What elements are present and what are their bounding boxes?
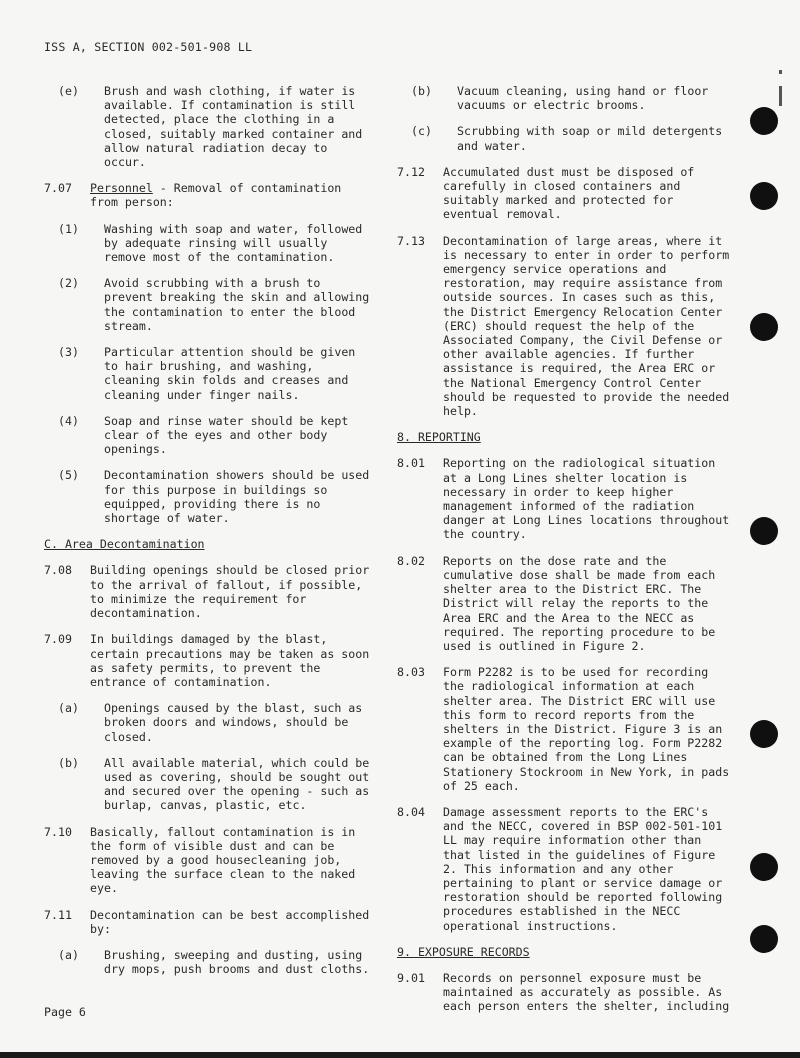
paragraph-7-07: 7.07 Personnel - Removal of contamination from person: xyxy=(44,181,342,210)
scan-mark xyxy=(779,70,782,74)
binder-hole-icon xyxy=(750,107,778,135)
paragraph-7-11-c: (c) Scrubbing with soap or mild detergents and water. xyxy=(411,124,723,153)
paragraph-7-07-4: (4) Soap and rinse water should be kept clear of the eyes and other body openings. xyxy=(58,413,349,457)
section-heading-area-decontamination: C. Area Decontamination xyxy=(44,537,205,552)
paragraph-8-01: 8.01 Reporting on the radiological situation at a Long Lines shelter location is necessary in order to keep higher management informed of the radiation danger at Long Lines locations throughout the country. xyxy=(397,456,730,542)
binder-hole-icon xyxy=(750,853,778,881)
paragraph-7-12: 7.12 Accumulated dust must be disposed of carefully in closed containers and suitably marked and protected for eventual removal. xyxy=(397,164,695,222)
binder-hole-icon xyxy=(750,182,778,210)
left-column xyxy=(44,84,372,988)
paragraph-7-07-2: (2) Avoid scrubbing with a brush to prevent breaking the skin and allowing the contamination to enter the blood stream. xyxy=(58,276,370,333)
paragraph-8-03: 8.03 Form P2282 is to be used for recording the radiological information at each shelter area. The District ERC will use this form to record reports from the shelters in the District. Figure 3 is an example of the reporting log. Form P2282 can be obtained from the Long Lines Stationery Stockroom in New York, in pads of 25 each. xyxy=(397,665,730,793)
paragraph-7-11: 7.11 Decontamination can be best accomplished by: xyxy=(44,907,370,936)
page-number: Page 6 xyxy=(44,1005,86,1019)
right-column xyxy=(397,84,731,1026)
paragraph-8-02: 8.02 Reports on the dose rate and the cumulative dose shall be made from each shelter area to the District ERC. The District will relay the reports to the Area ERC and the Area to the NECC as required. The reporting procedure to be used is outlined in Figure 2. xyxy=(397,553,716,653)
paragraph-7-10: 7.10 Basically, fallout contamination is in the form of visible dust and can be removed by a good housecleaning job, leaving the surface clean to the naked eye. xyxy=(44,824,356,896)
paragraph-7-07-3: (3) Particular attention should be given to hair brushing, and washing, cleaning skin folds and creases and cleaning under finger nails. xyxy=(58,345,356,402)
paragraph-7-07-1: (1) Washing with soap and water, followed by adequate rinsing will usually remove most of the contamination. xyxy=(58,221,363,265)
section-heading-reporting: 8. REPORTING xyxy=(397,430,481,445)
personnel-title: Personnel xyxy=(90,181,153,196)
scan-mark xyxy=(779,86,782,106)
paragraph-7-09: 7.09 In buildings damaged by the blast, certain precautions may be taken as soon as safety permits, to prevent the entrance of contamination. xyxy=(44,632,370,689)
binder-hole-icon xyxy=(750,720,778,748)
paragraph-7-07-5: (5) Decontamination showers should be used for this purpose in buildings so equipped, providing there is no shortage of water. xyxy=(58,468,370,526)
paragraph-7-09-a: (a) Openings caused by the blast, such as broken doors and windows, should be closed. xyxy=(58,701,363,744)
binder-hole-icon xyxy=(750,313,778,341)
scan-bottom-edge xyxy=(0,1052,800,1058)
paragraph-7-13: 7.13 Decontamination of large areas, where it is necessary to enter in order to perform emergency service operations and restoration, may require assistance from outside sources. In cases such as this, the District Emergency Relocation Center (ERC) should request the help of the Associated Company, the Civil Defense or other available agencies. If further assistance is required, the Area ERC or the National Emergency Control Center should be requested to provide the needed help. xyxy=(397,233,730,419)
paragraph-7-09-b: (b) All available material, which could be used as covering, should be sought out and secured over the opening - such as burlap, canvas, plastic, etc. xyxy=(58,755,370,813)
paragraph-8-04: 8.04 Damage assessment reports to the ERC's and the NECC, covered in BSP 002-501-101 LL may require information other than that listed in the guidelines of Figure 2. This information and any other pertaining to plant or service damage or restoration should be reported following procedures established in the NECC operational instructions. xyxy=(397,804,723,933)
document-header: ISS A, SECTION 002-501-908 LL xyxy=(44,40,253,54)
paragraph-9-01: 9.01 Records on personnel exposure must be maintained as accurately as possible. As each person enters the shelter, including xyxy=(397,970,730,1014)
paragraph-7-11-b: (b) Vacuum cleaning, using hand or floor vacuums or electric brooms. xyxy=(411,84,709,113)
binder-hole-icon xyxy=(750,925,778,953)
section-heading-exposure-records: 9. EXPOSURE RECORDS xyxy=(397,944,530,959)
binder-hole-icon xyxy=(750,517,778,545)
paragraph-7-11-a: (a) Brushing, sweeping and dusting, using dry mops, push brooms and dust cloths. xyxy=(58,947,370,977)
paragraph-7-06-e: (e) Brush and wash clothing, if water is available. If contamination is still detected, place the clothing in a closed, suitably marked container and allow natural radiation decay to occur. xyxy=(58,84,363,170)
paragraph-7-08: 7.08 Building openings should be closed prior to the arrival of fallout, if possible, to minimize the requirement for decontamination. xyxy=(44,563,370,621)
